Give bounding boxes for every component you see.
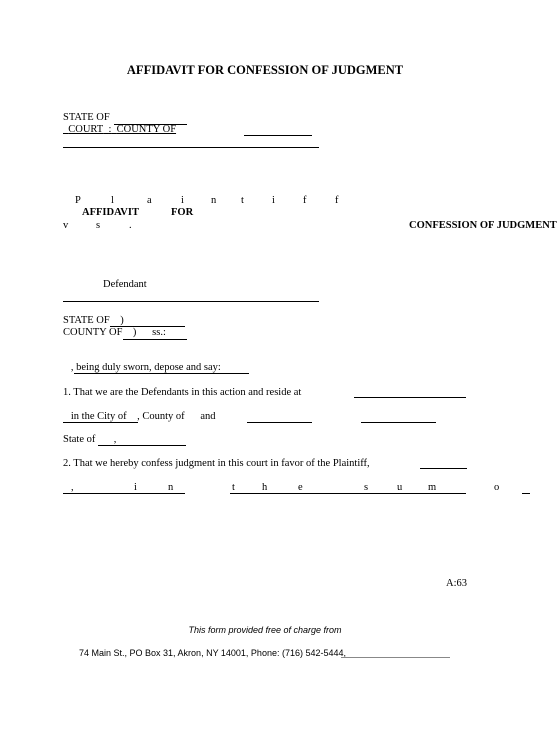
confession-heading: CONFESSION OF JUDGMENT	[409, 220, 557, 231]
sworn-statement: , being duly sworn, depose and say:	[70, 362, 221, 373]
address-blank	[354, 397, 466, 398]
venue-county-blank	[123, 339, 187, 340]
document-title: AFFIDAVIT FOR CONFESSION OF JUDGMENT	[126, 63, 404, 77]
affidavit-word: AFFIDAVIT	[82, 207, 139, 218]
caption-rule-bottom	[63, 301, 319, 302]
sum-letter: o	[494, 482, 500, 493]
sum-letter: n	[168, 482, 174, 493]
sum-letter: u	[397, 482, 403, 493]
sum-letter: m	[428, 482, 437, 493]
sum-letter: i	[134, 482, 137, 493]
paragraph-2: 2. That we hereby confess judgment in this court in favor of the Plaintiff,	[63, 458, 370, 469]
county-blank	[244, 135, 312, 136]
caption-court-label: COURT : COUNTY OF	[68, 124, 177, 135]
county-blank-2	[247, 422, 312, 423]
state-line: State of ,	[63, 434, 117, 445]
and-blank	[361, 422, 436, 423]
footer-blank	[341, 657, 450, 658]
footer-address: 74 Main St., PO Box 31, Akron, NY 14001, Phone: (716) 542-5444,	[79, 648, 347, 658]
caption-state-label: STATE OF	[63, 112, 110, 123]
venue-state-label: STATE OF )	[63, 315, 124, 326]
sum-letter: t	[232, 482, 235, 493]
sum-letter: ,	[71, 482, 74, 493]
plaintiff-letter: f	[335, 195, 339, 206]
sworn-underline	[74, 373, 249, 374]
caption-rule-top	[63, 147, 319, 148]
plaintiff-letter: n	[211, 195, 217, 206]
plaintiff-letter: P	[75, 195, 81, 206]
state-blank-2	[98, 445, 186, 446]
vs-letter: s	[96, 220, 101, 231]
plaintiff-letter: a	[147, 195, 152, 206]
defendant-label: Defendant	[103, 279, 147, 290]
plaintiff-letter: i	[181, 195, 184, 206]
sum-underline-1	[63, 493, 185, 494]
plaintiff-letter: t	[241, 195, 244, 206]
for-word: FOR	[171, 207, 194, 218]
sum-underline-3	[522, 493, 530, 494]
vs-letter: .	[129, 220, 132, 231]
sum-letter: e	[298, 482, 303, 493]
plaintiff-letter: i	[272, 195, 275, 206]
plaintiff-letter: l	[111, 195, 114, 206]
vs-letter: v	[63, 220, 69, 231]
city-line: in the City of , County of and	[70, 411, 216, 422]
sum-underline-2	[230, 493, 466, 494]
paragraph-1: 1. That we are the Defendants in this action and reside at	[63, 387, 302, 398]
plaintiff-blank	[420, 468, 467, 469]
sum-letter: h	[262, 482, 268, 493]
venue-county-label: COUNTY OF ) ss.:	[63, 327, 166, 338]
city-underline	[63, 422, 138, 423]
form-number: A:63	[446, 578, 467, 589]
sum-letter: s	[364, 482, 369, 493]
plaintiff-letter: f	[303, 195, 307, 206]
footer-provided: This form provided free of charge from	[188, 625, 342, 635]
